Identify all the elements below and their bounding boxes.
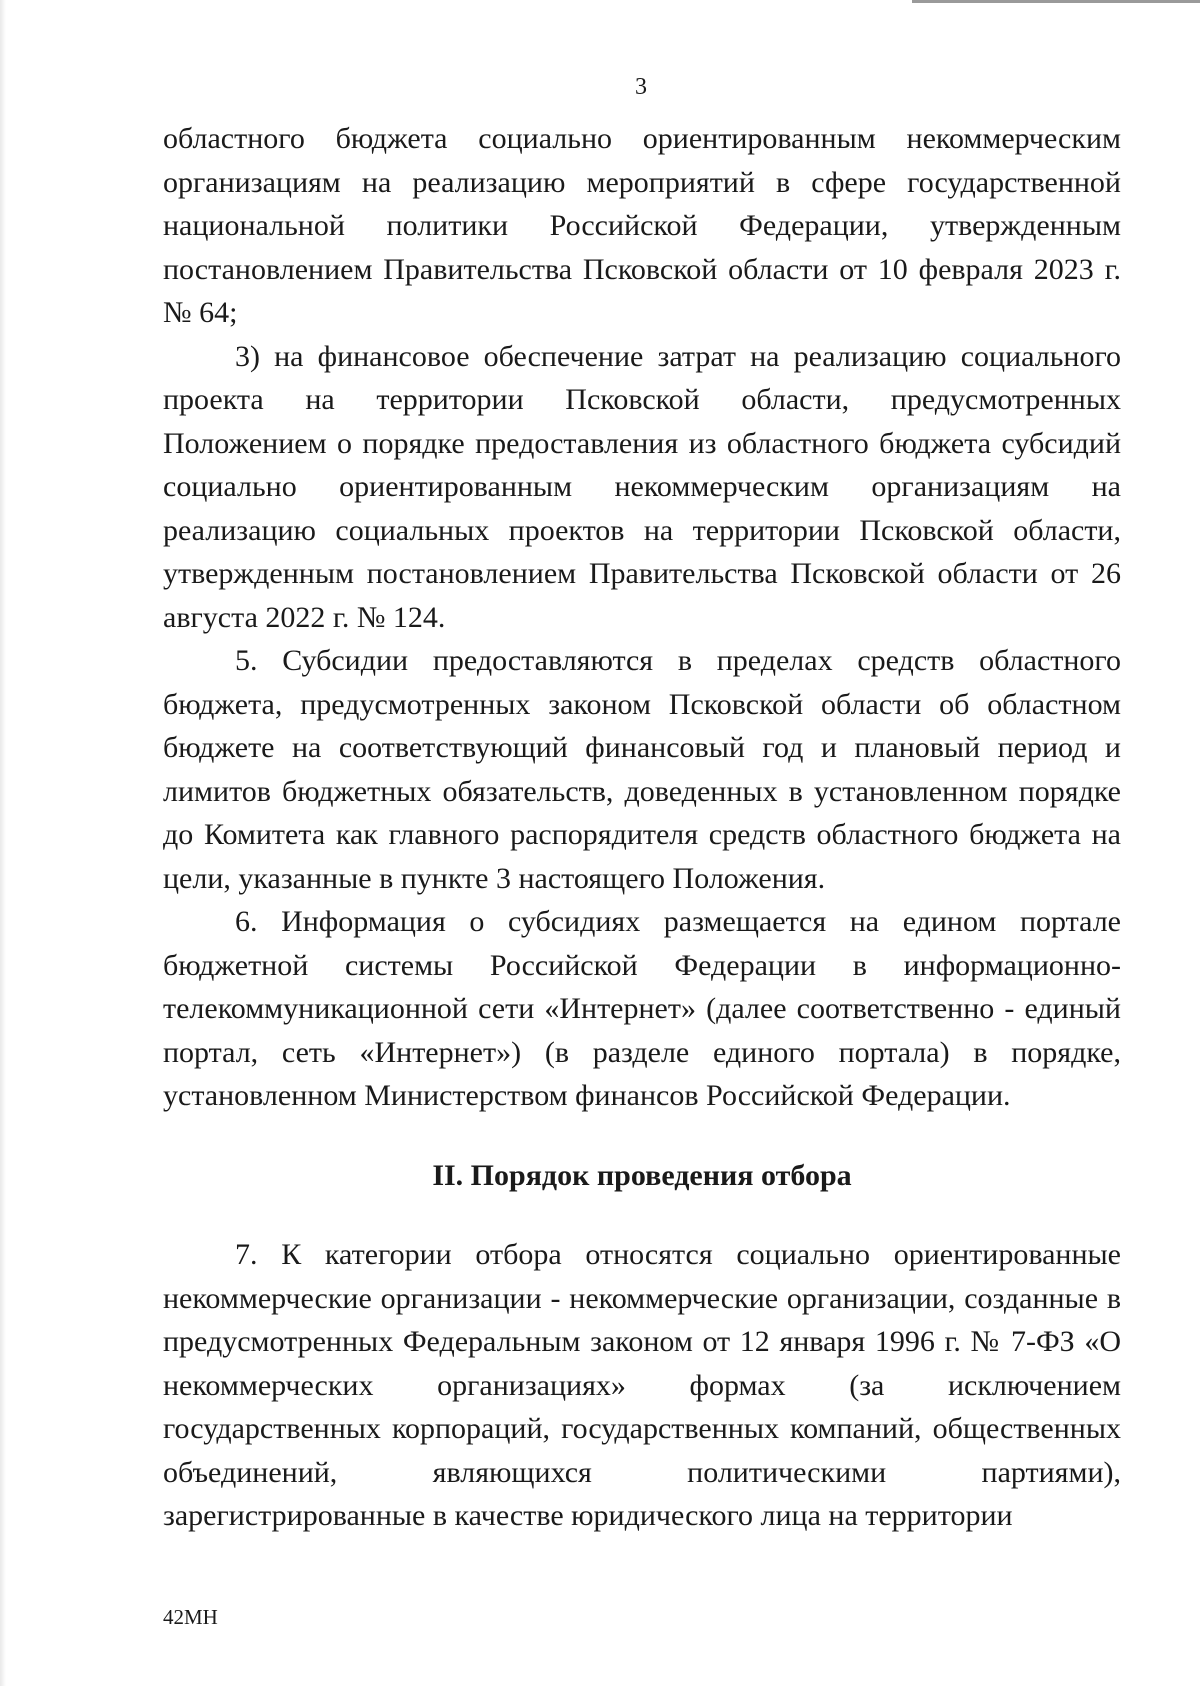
scan-edge-shadow bbox=[0, 0, 6, 1686]
paragraph-item-3: 3) на финансовое обеспечение затрат на реализацию социального проекта на территории Псковской области, предусмотренных Положением о порядке предоставления из областного бюджета субсидий социально ориентированным некоммерческим организациям на реализацию социальных проектов на территории Псковской области, утвержденным постановлением Правительства Псковской области от 26 августа 2022 г. № 124. bbox=[163, 339, 1121, 634]
paragraph-item-5: 5. Субсидии предоставляются в пределах средств областного бюджета, предусмотренных законом Псковской области об областном бюджете на соответствующий финансовый год и плановый период и лимитов бюджетных обязательств, доведенных в установленном порядке до Комитета как главного распорядителя средств областного бюджета на цели, указанные в пункте 3 настоящего Положения. bbox=[163, 644, 1121, 895]
footer-document-code: 42МН bbox=[163, 1605, 218, 1629]
section-heading: II. Порядок проведения отбора bbox=[432, 1158, 852, 1192]
page-number: 3 bbox=[635, 74, 647, 100]
document-body bbox=[163, 117, 1121, 1538]
paragraph-item-6: 6. Информация о субсидиях размещается на едином портале бюджетной системы Российской Федерации в информационно-телекоммуникационной сети «Интернет» (далее соответственно - единый портал, сеть «Интернет») (в разделе единого портала) в порядке, установленном Министерством финансов Российской Федерации. bbox=[163, 905, 1121, 1112]
paragraph-continuation: областного бюджета социально ориентированным некоммерческим организациям на реализацию мероприятий в сфере государственной национальной политики Российской Федерации, утвержденным постановлением Правительства Псковской области от 10 февраля 2023 г. № 64; bbox=[163, 122, 1121, 329]
paragraph-item-7: 7. К категории отбора относятся социально ориентированные некоммерческие организации - некоммерческие организации, созданные в предусмотренных Федеральным законом от 12 января 1996 г. № 7-ФЗ «О некоммерческих организациях» формах (за исключением государственных корпораций, государственных компаний, общественных объединений, являющихся политическими партиями), зарегистрированные в качестве юридического лица на территории bbox=[163, 1238, 1121, 1532]
top-edge-line bbox=[912, 0, 1200, 3]
